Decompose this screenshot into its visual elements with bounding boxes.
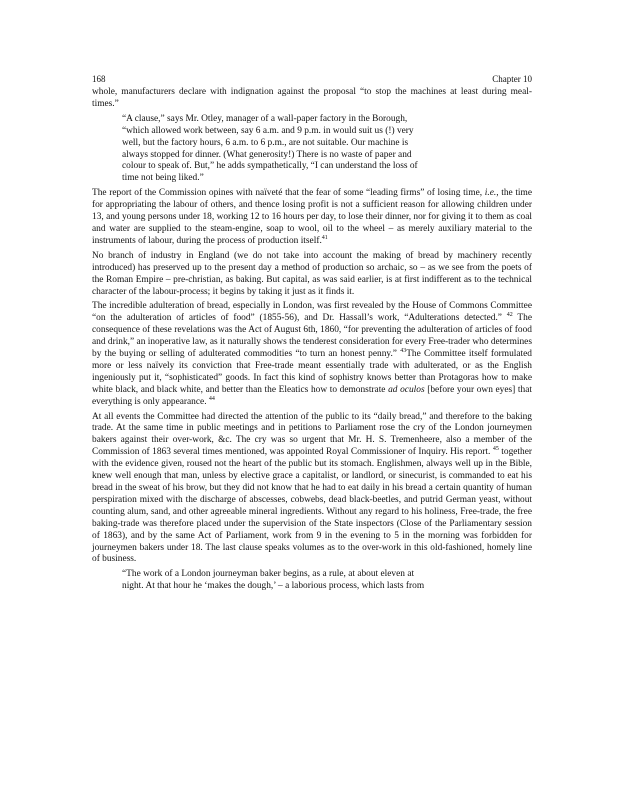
- running-header: [92, 74, 532, 85]
- paragraph-commission-report: The report of the Commission opines with naïveté that the fear of some “leading firms” of losing time, i.e., the time for appropriating the labour of others, and thence losing profit is not a sufficient reason for allowing children under 13, and young persons under 18, working 12 to 16 hours per day, to lose their dinner, nor for giving it to them as coal and water are supplied to the steam-engine, soap to wool, oil to the wheel – as merely auxiliary material to the instruments of labour, during the process of production itself.$^{41}$: [92, 188, 532, 246]
- chapter-title: Chapter 10: [492, 74, 532, 84]
- footnote-ref-41: 41: [321, 234, 328, 241]
- page-number: 168: [92, 74, 106, 84]
- paragraph-bread-adulteration: The incredible adulteration of bread, especially in London, was first revealed by the House of Commons Committee “on the adulteration of articles of food” (1855-56), and Dr. Hassall’s work, “Adulterations detected.” $^{42}$ The consequence of these revelations was the Act of August 6th, 1860, “for preventing the adulteration of articles of food and drink,” an inoperative law, as it naturally shows the tenderest consideration for every Free-trader who determines by the buying or selling of adulterated commodities “to turn an honest penny.” $^{43}$The Committee itself formulated more or less naïvely its conviction that Free-trade meant essentially trade with adulterated, or as the English ingeniously put it, “sophisticated” goods. In fact this kind of sophistry knows better than Protagoras how to make white black, and black white, and better than the Eleatics how to demonstrate ad oculos [before your own eyes] that everything is only appearance. $^{44}$: [92, 301, 533, 407]
- footnote-ref-42: 42: [506, 312, 513, 319]
- footnote-ref-45: 45: [492, 446, 499, 453]
- footnote-ref-43: 43: [400, 348, 407, 355]
- quote-otley: “A clause,” says Mr. Otley, manager of a wall-paper factory in the Borough, “which allowed work between, say 6 a.m. and 9 p.m. in would suit us (!) very well, but the factory hours, 6 a.m. to 6 p.m., are not suitable. Our machine is always stopped for dinner. (What generosity!) There is no waste of paper and colour to speak of. But,” he adds sympathetically, “I can understand the loss of time not being liked.”: [122, 113, 418, 184]
- paragraph-meal-times: whole, manufacturers declare with indignation against the proposal “to stop the machines at least during meal-times.”: [92, 87, 532, 109]
- paragraph-baking-industry: No branch of industry in England (we do not take into account the making of bread by machinery recently introduced) has preserved up to the present day a method of production so archaic, so – as we see from the poets of the Roman Empire – pre-christian, as baking. But capital, as was said earlier, is at first indifferent as to the technical character of the labour-process; it begins by taking it just as it finds it.: [92, 250, 532, 297]
- paragraph-daily-bread: At all events the Committee had directed the attention of the public to its “daily bread,” and therefore to the baking trade. At the same time in public meetings and in petitions to Parliament rose the cry of the London journeymen bakers against their over-work, &c. The cry was so urgent that Mr. H. S. Tremenheere, also a member of the Commission of 1863 several times mentioned, was appointed Royal Commissioner of Inquiry. His report. $^{45}$ together with the evidence given, roused not the heart of the public but its stomach. Englishmen, always well up in the Bible, knew well enough that man, unless by elective grace a capitalist, or landlord, or sinecurist, is commanded to eat his bread in the sweat of his brow, but they did not know that he had to eat daily in his bread a certain quantity of human perspiration mixed with the discharge of abscesses, cobwebs, dead black-beetles, and putrid German yeast, without counting alum, sand, and other agreeable mineral ingredients. Without any regard to his holiness, Free-trade, the free baking-trade was therefore placed under the supervision of the State inspectors (Close of the Parliamentary session of 1863), and by the same Act of Parliament, work from 9 in the evening to 5 in the morning was forbidden for journeymen bakers under 18. The last clause speaks volumes as to the over-work in this old-fashioned, homely line of business.: [92, 411, 533, 565]
- document-page: [92, 74, 532, 593]
- footnote-ref-44: 44: [208, 395, 215, 402]
- quote-journeyman-baker: “The work of a London journeyman baker begins, as a rule, at about eleven at night. At that hour he ‘makes the dough,’ – a laborious process, which lasts from: [122, 569, 425, 592]
